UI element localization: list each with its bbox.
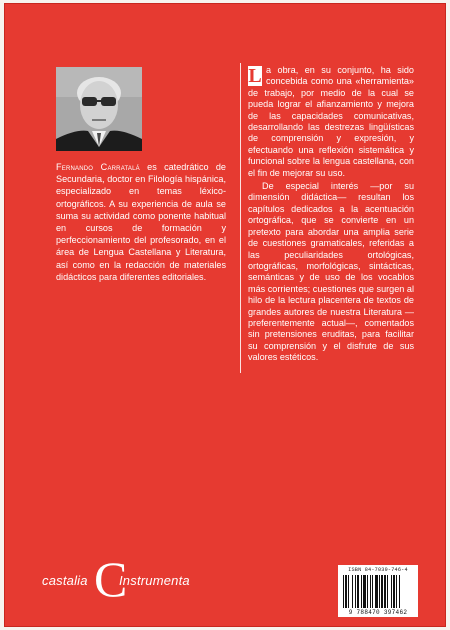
barcode-bar [375,575,378,608]
isbn-barcode [338,565,418,617]
barcode-bar [345,575,347,608]
logo-c-letter: C [94,551,128,607]
barcode-bar [355,575,356,608]
barcode-bar [363,575,366,608]
vertical-divider [240,63,241,373]
drop-cap: L [248,65,262,87]
barcode-bar [384,575,386,608]
barcode-bar [352,575,353,608]
publisher-logo [42,551,222,607]
barcode-bar [372,575,373,608]
isbn-number: ISBN 84-7039-746-4 [348,567,408,573]
barcode-bar [357,575,359,608]
barcode-bar [399,575,400,608]
barcode-bar [396,575,397,608]
barcode-bar [367,575,368,608]
barcode-bar [361,575,362,608]
barcode-bar [381,575,383,608]
author-photo [56,67,142,151]
barcode-bar [348,575,349,608]
barcode-digits: 9 788470 397462 [348,609,408,616]
description-paragraph-2: De especial interés —por su dimensión didáctica— resultan los capítulos dedicados a la acentuación ortográfica, que se convierte en un pretexto para abordar una amplia serie de cuestiones gramaticales, referidas a las peculiaridades ortológicas, ortográficas, morfológicas, sintácticas, semánticas y de uso de los vocablos más corrientes; cuestiones que surgen al hilo de la lectura placentera de textos de grandes autores de nuestra Literatura —preferentemente actual—, comentados sin pretensiones eruditas, para facilitar su comprensión y el disfrute de sus valores estéticos. [248,181,414,363]
author-portrait-image [56,67,142,151]
description-paragraph-1 [248,65,414,179]
barcode-bars [343,575,413,608]
author-bio [56,161,226,283]
logo-castalia-text: castalia [42,573,88,588]
logo-instrumenta-text: Instrumenta [119,573,190,588]
barcode-bar [343,575,344,608]
barcode-bar [391,575,392,608]
paragraph-1-text: a obra, en su conjunto, ha sido concebida como una «herramienta» de trabajo, por medio de la cual se pueda lograr el afianzamiento y mejora de las capacidades comunicativas, desarrollando las destrezas lingüísticas de comprensión y expresión, y efectuando una reflexión sistemática y funcional sobre la lengua castellana, con el fin de mejorar su uso. [248,65,414,178]
author-bio-text: es catedrático de Secundaria, doctor en Filología hispánica, especializado en temas léxico-ortográficos. A su experiencia de aula se suma su actividad como ponente habitual en cursos de formación y perfeccionamiento del profesorado, en el área de Lengua Castellana y Literatura, así como en la redacción de materiales didácticos para diferentes editoriales. [56,162,226,282]
barcode-bar [393,575,395,608]
barcode-bar [370,575,371,608]
barcode-bar [379,575,380,608]
book-description [248,65,414,364]
barcode-bar [387,575,388,608]
back-cover [4,3,446,627]
author-name: Fernando Carratalá [56,162,140,172]
